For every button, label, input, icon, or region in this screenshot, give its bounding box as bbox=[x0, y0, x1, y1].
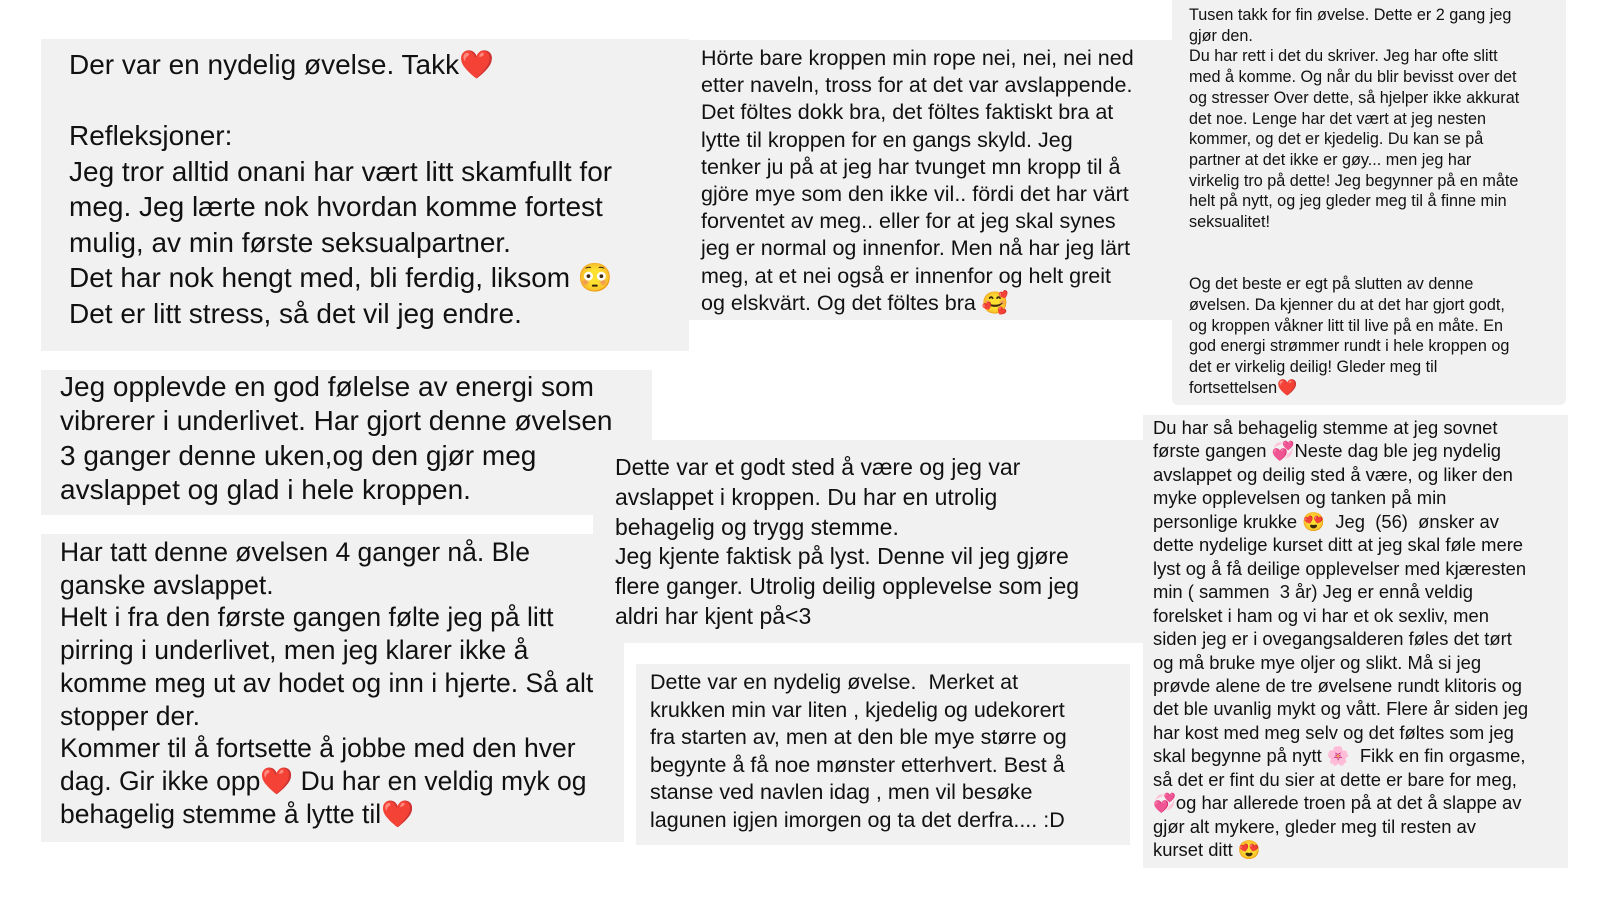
testimonial-card-7 bbox=[636, 664, 1130, 845]
testimonial-card-6 bbox=[593, 440, 1143, 643]
testimonial-text: Har tatt denne øvelsen 4 ganger nå. Ble ganske avslappet. Helt i fra den første gangen følte jeg på litt pirring i underlivet, men jeg klarer ikke å komme meg ut av hodet og inn i hjerte. Så alt stopper der. Kommer til å fortsette å jobbe med den hver dag. Gir ikke opp❤️ Du har en veldig myk og behagelig stemme å lytte til❤️ bbox=[60, 537, 594, 829]
testimonial-card-8 bbox=[1143, 415, 1568, 868]
testimonial-text: Dette var et godt sted å være og jeg var avslappet i kroppen. Du har en utrolig behagelig og trygg stemme. Jeg kjente faktisk på lyst. Denne vil jeg gjøre flere ganger. Utrolig deilig opplevelse som jeg aldri har kjent på<3 bbox=[615, 454, 1080, 629]
testimonial-card-3 bbox=[1172, 0, 1566, 405]
testimonial-card-5 bbox=[41, 534, 624, 842]
testimonial-text: Jeg opplevde en god følelse av energi som vibrerer i underlivet. Har gjort denne øvelsen 3 ganger denne uken,og den gjør meg avslappet og glad i hele kroppen. bbox=[60, 371, 613, 505]
testimonial-card-2 bbox=[689, 40, 1172, 320]
testimonial-text: Du har så behagelig stemme at jeg sovnet første gangen 💞Neste dag ble jeg nydelig avslappet og deilig sted å være, og liker den myke opplevelsen og tanken på min personlige krukke 😍 Jeg (56) ønsker av dette nydelige kurset ditt at jeg skal føle mere lyst og å få deilige opplevelser med kjæresten min ( sammen 3 år) Jeg er ennå veldig forelsket i ham og vi har et ok sexliv, men siden jeg er i ovegangsalderen føles det tørt og må bruke mye oljer og slikt. Må si jeg prøvde alene de tre øvelsene rundt klitoris og det ble uvanlig mykt og vått. Flere år siden jeg har kost med meg selv og det føltes som jeg skal begynne på nytt 🌸 Fikk en fin orgasme, så det er fint du sier at dette er bare for meg, 💞og har allerede troen på at det å slappe av gjør alt mykere, gleder meg til resten av kurset ditt 😍 bbox=[1153, 417, 1529, 861]
testimonial-text: Dette var en nydelig øvelse. Merket at krukken min var liten , kjedelig og udekorert fra starten av, men at den ble mye større og begynte å få noe mønster etterhvert. Best å stanse ved navlen idag , men vil besøke lagunen igjen imorgen og ta det derfra.... :D bbox=[650, 670, 1067, 832]
testimonial-text: Tusen takk for fin øvelse. Dette er 2 gang jeg gjør den. Du har rett i det du skriver. Jeg har ofte slitt med å komme. Og når du blir bevisst over det og stresser Over dette, så hjelper ikke akkurat det noe. Lenge har det vært at jeg nesten kommer, og det er kjedelig. Du kan se på partner at det ikke er gøy... men jeg har virkelig tro på dette! Jeg begynner på en måte helt på nytt, og jeg gleder meg til å finne min seksualitet! Og det beste er egt på slutten av denne øvelsen. Da kjenner du at det har gjort godt, og kroppen våkner litt til live på en måte. En god energi strømmer rundt i hele kroppen og det er virkelig deilig! Gleder meg til fortsettelsen❤️ bbox=[1189, 6, 1520, 397]
testimonial-text: Der var en nydelig øvelse. Takk❤️ Refleksjoner: Jeg tror alltid onani har vært litt skamfullt for meg. Jeg lærte nok hvordan komme fortest mulig, av min første seksualpartner. Det har nok hengt med, bli ferdig, liksom 😳 Det er litt stress, så det vil jeg endre. bbox=[69, 49, 613, 329]
testimonial-card-4 bbox=[41, 370, 652, 515]
testimonial-text: Hörte bare kroppen min rope nei, nei, nei ned etter naveln, tross for at det var avslappende. Det föltes dokk bra, det föltes faktiskt bra at lytte til kroppen for en gangs skyld. Jeg tenker ju på at jeg har tvunget mn kropp til å gjöre mye som den ikke vil.. fördi det har värt forventet av meg.. eller for at jeg skal synes jeg er normal og innenfor. Men nå har jeg lärt meg, at et nei også er innenfor og helt greit og elskvärt. Og det föltes bra 🥰 bbox=[701, 46, 1134, 315]
testimonial-card-1 bbox=[41, 39, 689, 351]
